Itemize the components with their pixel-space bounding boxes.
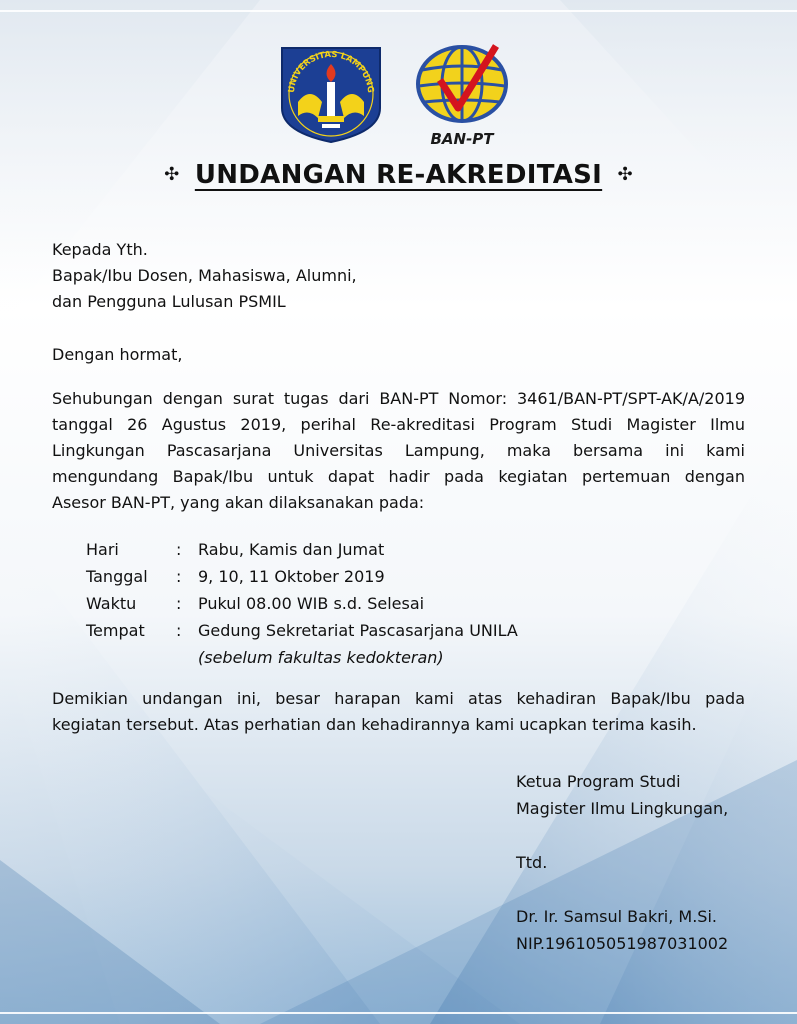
- svg-text:UNIVERSITAS LAMPUNG: UNIVERSITAS LAMPUNG: [286, 49, 376, 94]
- closing-paragraph: [52, 686, 745, 738]
- unila-logo: [278, 42, 384, 144]
- detail-row-waktu: [86, 590, 518, 617]
- body-line-4: mengundang Bapak/Ibu untuk dapat hadir pada kegiatan pertemuan dengan: [52, 467, 745, 486]
- recipient-line-2: Bapak/Ibu Dosen, Mahasiswa, Alumni,: [52, 266, 357, 285]
- detail-label: Waktu: [86, 594, 137, 613]
- signature-role-1: Ketua Program Studi: [516, 772, 681, 791]
- body-line-3: Lingkungan Pascasarjana Universitas Lampung, maka bersama ini kami: [52, 441, 745, 460]
- detail-row-hari: [86, 536, 518, 563]
- signature-ttd: [516, 849, 547, 876]
- detail-label: Tanggal: [86, 567, 148, 586]
- ornament-left-icon: ✣: [164, 164, 180, 185]
- signature-name-block: [516, 903, 728, 957]
- detail-separator: :: [176, 567, 182, 586]
- logo-bar: [0, 40, 797, 150]
- ornament-right-icon: ✣: [617, 164, 633, 185]
- svg-text:BAN-PT: BAN-PT: [430, 130, 494, 148]
- body-line-2: tanggal 26 Agustus 2019, perihal Re-akreditasi Program Studi Magister Ilmu: [52, 415, 745, 434]
- detail-note: (sebelum fakultas kedokteran): [198, 648, 444, 667]
- banpt-logo: [412, 40, 512, 150]
- signature-name: Dr. Ir. Samsul Bakri, M.Si.: [516, 907, 717, 926]
- signature-role-2: Magister Ilmu Lingkungan,: [516, 799, 729, 818]
- bottom-border-line: [0, 1012, 797, 1014]
- signature-ttd-text: Ttd.: [516, 853, 548, 872]
- body-line-1: Sehubungan dengan surat tugas dari BAN-PT Nomor: 3461/BAN-PT/SPT-AK/A/2019: [52, 389, 745, 408]
- detail-row-tanggal: [86, 563, 518, 590]
- detail-row-tempat: [86, 617, 518, 644]
- detail-separator: :: [176, 540, 182, 559]
- detail-separator: :: [176, 594, 182, 613]
- detail-separator: :: [176, 621, 182, 640]
- signature-block: [516, 768, 728, 822]
- recipient-block: [52, 237, 745, 315]
- title-text: UNDANGAN RE-AKREDITASI: [194, 160, 603, 190]
- detail-value: 9, 10, 11 Oktober 2019: [198, 567, 385, 586]
- detail-label: Tempat: [86, 621, 145, 640]
- greeting: [52, 342, 745, 368]
- detail-label: Hari: [86, 540, 119, 559]
- recipient-line-3: dan Pengguna Lulusan PSMIL: [52, 292, 286, 311]
- detail-value: Rabu, Kamis dan Jumat: [198, 540, 385, 559]
- body-line-5: Asesor BAN-PT, yang akan dilaksanakan pada:: [52, 493, 425, 512]
- closing-line-1: Demikian undangan ini, besar harapan kami atas kehadiran Bapak/Ibu pada: [52, 689, 745, 708]
- page-title: [0, 160, 797, 190]
- recipient-line-1: Kepada Yth.: [52, 240, 148, 259]
- closing-line-2: kegiatan tersebut. Atas perhatian dan kehadirannya kami ucapkan terima kasih.: [52, 715, 697, 734]
- event-details: [86, 536, 518, 671]
- body-paragraph: [52, 386, 745, 516]
- signature-nip: NIP.196105051987031002: [516, 934, 729, 953]
- detail-value: Gedung Sekretariat Pascasarjana UNILA: [198, 621, 518, 640]
- detail-value: Pukul 08.00 WIB s.d. Selesai: [198, 594, 425, 613]
- top-border-line: [0, 10, 797, 12]
- greeting-text: Dengan hormat,: [52, 345, 183, 364]
